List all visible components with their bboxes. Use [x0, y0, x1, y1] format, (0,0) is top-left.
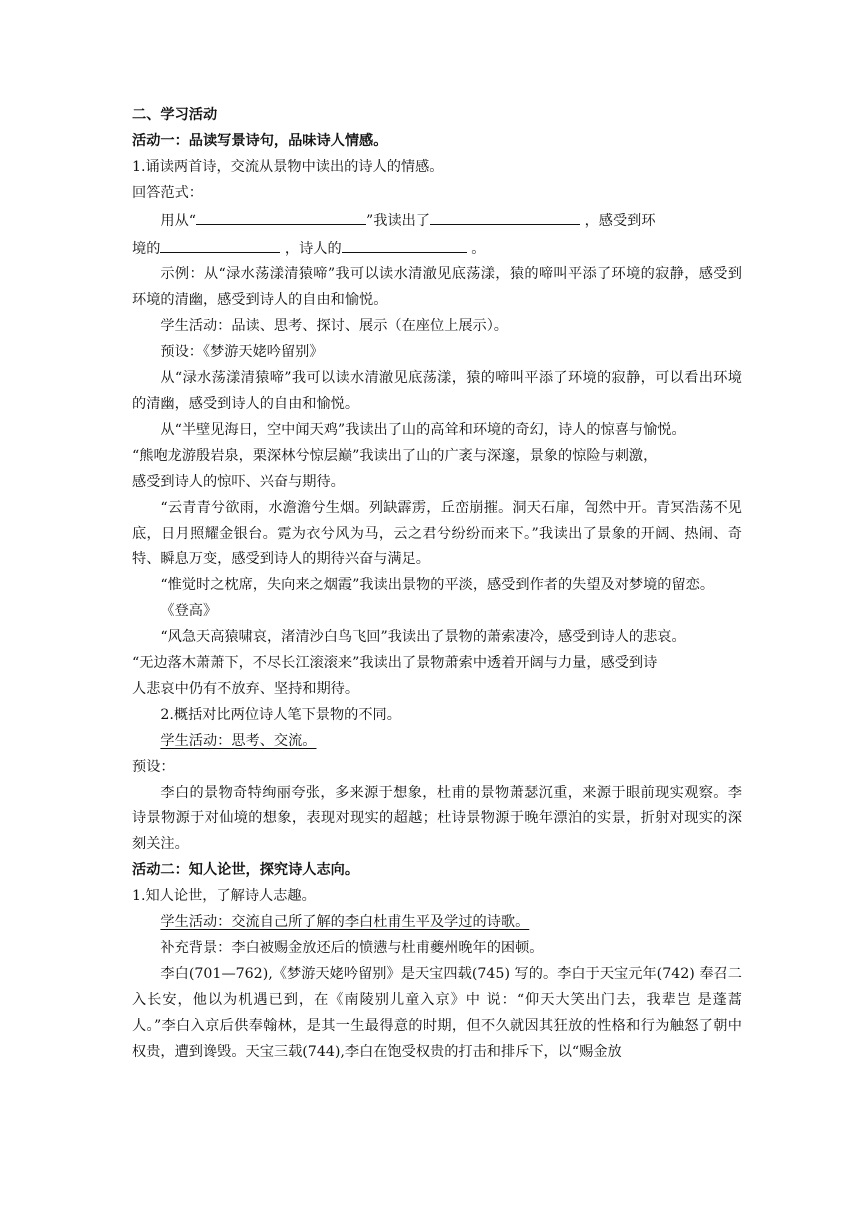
preset-paragraph-2b: “熊咆龙游殷岩泉，栗深林兮惊层巅”我读出了山的广袤与深邃，景象的惊险与刺激， — [132, 447, 658, 464]
answer-template-line-2 — [132, 235, 742, 263]
student-activity-three: 学生活动：交流自己所了解的李白杜甫生平及学过的诗歌。 — [160, 914, 530, 931]
preset-title-one: 预设：《梦游天姥吟留别》 — [160, 344, 324, 361]
fill-blank — [342, 235, 467, 253]
preset-paragraph-5b: “无边落木萧萧下，不尽长江滚滚来”我读出了景物萧索中透着开阔与力量，感受到诗 — [132, 655, 658, 672]
task-one: 1.诵读两首诗，交流从景物中读出的诗人的情感。 — [132, 158, 444, 175]
answer-format-label: 回答范式： — [132, 184, 203, 201]
answer-template-line-1 — [132, 207, 742, 235]
template-text: ，感受到环 — [584, 212, 656, 229]
template-text: 。 — [471, 240, 486, 257]
fill-blank — [430, 207, 580, 225]
task-two: 2.概括对比两位诗人笔下景物的不同。 — [160, 706, 401, 723]
fill-blank — [196, 207, 366, 225]
preset-label: 预设： — [132, 758, 175, 775]
template-text: ，诗人的 — [284, 240, 342, 257]
preset-paragraph-3: “云青青兮欲雨，水澹澹兮生烟。列缺霹雳，丘峦崩摧。洞天石扉，訇然中开。青冥浩荡不见底，日月照耀金银台。霓为衣兮风为马，云之君兮纷纷而来下。”我读出了景象的开阔、热闹、奇特、瞬息万变，感受到诗人的期待兴奋与满足。 — [132, 499, 742, 568]
supplement-background: 补充背景：李白被赐金放还后的愤懑与杜甫夔州晚年的困顿。 — [160, 940, 544, 956]
student-activity-one: 学生活动：品读、思考、探讨、展示（在座位上展示）。 — [160, 318, 508, 335]
student-activity-three-line — [132, 910, 742, 936]
student-activity-two-line — [132, 729, 742, 755]
document-page — [132, 103, 742, 1066]
preset-paragraph-2c: 感受到诗人的惊吓、兴奋与期待。 — [132, 473, 345, 490]
example-paragraph: 示例：从“渌水荡漾清猿啼”我可以读水清澈见底荡漾，猿的啼叫平添了环境的寂静，感受到环境的清幽，感受到诗人的自由和愉悦。 — [132, 266, 742, 309]
task-three: 1.知人论世，了解诗人志趣。 — [132, 888, 316, 905]
preset-paragraph-4: “惟觉时之枕席，失向来之烟霞”我读出景物的平淡，感受到作者的失望及对梦境的留恋。 — [160, 577, 715, 594]
preset-paragraph-5c: 人悲哀中仍有不放弃、坚持和期待。 — [132, 680, 360, 697]
comparison-paragraph: 李白的景物奇特绚丽夸张，多来源于想象，杜甫的景物萧瑟沉重，来源于眼前现实观察。李诗景物源于对仙境的想象，表现对现实的超越；杜诗景物源于晚年漂泊的实景，折射对现实的深刻关注。 — [132, 784, 742, 853]
template-text: 境的 — [132, 240, 161, 257]
poem-two-title: 《登高》 — [160, 603, 218, 620]
template-text: ”我读出了 — [366, 212, 431, 229]
activity-one-heading: 活动一：品读写景诗句，品味诗人情感。 — [132, 132, 388, 149]
template-text: 用从“ — [160, 212, 197, 229]
fill-blank — [160, 235, 280, 253]
student-activity-two: 学生活动：思考、交流。 — [160, 732, 317, 749]
preset-paragraph-5a: “风急天高猿啸哀，渚清沙白鸟飞回”我读出了景物的萧索凄冷，感受到诗人的悲哀。 — [160, 629, 686, 646]
activity-two-heading: 活动二：知人论世，探究诗人志向。 — [132, 862, 360, 879]
li-bai-background: 李白(701—762),《梦游天姥吟留别》是天宝四载(745) 写的。李白于天宝元年(742) 奉召二入长安，他以为机遇已到，在《南陵别儿童入京》中 说：“仰天大笑出门去，我辈岂 是蓬蒿人。”李白入京后供奉翰林，是其一生最得意的时期，但不久就因其狂放的性格和行为触怒了朝中权贵，遭到谗毁。天宝三载(744),李白在饱受权贵的打击和排斥下，以“赐金放 — [132, 965, 742, 1060]
preset-paragraph-1: 从“渌水荡漾清猿啼”我可以读水清澈见底荡漾，猿的啼叫平添了环境的寂静，可以看出环境的清幽，感受到诗人的自由和愉悦。 — [132, 370, 742, 412]
section-heading: 二、学习活动 — [132, 107, 218, 123]
preset-paragraph-2a: 从“半壁见海日，空中闻天鸡”我读出了山的高耸和环境的奇幻，诗人的惊喜与愉悦。 — [160, 421, 686, 438]
